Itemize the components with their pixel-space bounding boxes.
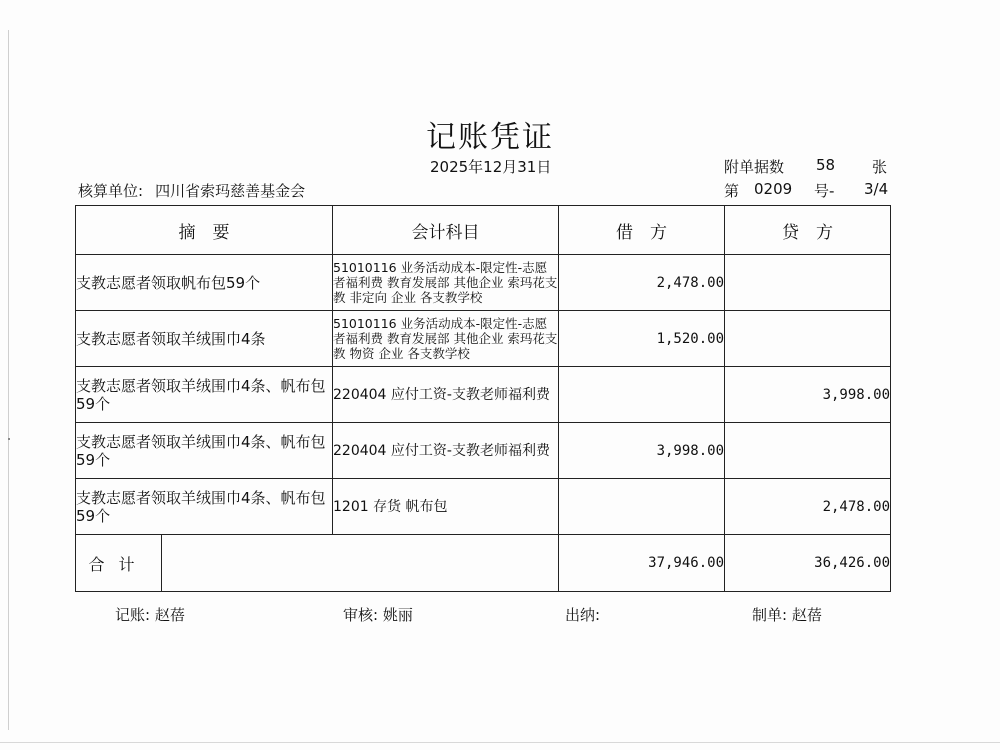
row-summary: 支教志愿者领取羊绒围巾4条、帆布包59个 [76,367,333,423]
total-credit: 36,426.00 [725,535,891,592]
bookkeeper-label: 记账: [115,606,151,624]
total-label: 合计 [76,535,162,592]
row-credit [725,311,891,367]
row-debit: 3,998.00 [559,423,725,479]
header-credit: 贷 方 [725,206,891,255]
header-debit: 借 方 [559,206,725,255]
table-row [76,479,891,535]
total-blank [162,535,559,592]
voucher-number-value: 0209 [754,180,793,198]
row-summary: 支教志愿者领取帆布包59个 [76,255,333,311]
preparer-name: 赵蓓 [791,606,822,624]
footer-cashier [565,604,600,625]
row-summary: 支教志愿者领取羊绒围巾4条 [76,311,333,367]
attachment-number: 58 [816,156,836,174]
accounting-unit-label: 核算单位: [78,182,144,200]
scan-speck [8,438,10,440]
row-credit [725,423,891,479]
row-debit [559,367,725,423]
row-account: 220404 应付工资-支教老师福利费 [333,423,559,479]
row-credit: 3,998.00 [725,367,891,423]
attachment-label: 附单据数 [724,158,785,176]
footer-bookkeeper [115,604,185,625]
table-row [76,423,891,479]
header-summary: 摘 要 [76,206,333,255]
table-row [76,255,891,311]
table-row [76,367,891,423]
reviewer-name: 姚丽 [382,606,413,624]
total-row [76,535,891,592]
voucher-table [75,205,891,592]
reviewer-label: 审核: [343,606,379,624]
row-account: 220404 应付工资-支教老师福利费 [333,367,559,423]
scan-bottom-line [0,742,1000,743]
accounting-unit [78,180,305,201]
row-debit [559,479,725,535]
table-row [76,311,891,367]
row-summary: 支教志愿者领取羊绒围巾4条、帆布包59个 [76,479,333,535]
row-summary: 支教志愿者领取羊绒围巾4条、帆布包59个 [76,423,333,479]
attachment-unit: 张 [872,158,888,176]
voucher-title: 记账凭证 [426,120,554,155]
row-debit: 1,520.00 [559,311,725,367]
voucher-date: 2025年12月31日 [430,158,552,176]
row-account: 51010116 业务活动成本-限定性-志愿者福利费 教育发展部 其他企业 索玛花支教 物资 企业 各支教学校 [333,311,559,367]
row-account: 51010116 业务活动成本-限定性-志愿者福利费 教育发展部 其他企业 索玛花支教 非定向 企业 各支教学校 [333,255,559,311]
row-credit: 2,478.00 [725,479,891,535]
row-account: 1201 存货 帆布包 [333,479,559,535]
footer-reviewer [343,604,413,625]
preparer-label: 制单: [752,606,788,624]
row-debit: 2,478.00 [559,255,725,311]
footer-preparer [752,604,822,625]
voucher-number-suffix: 号- [814,182,835,200]
row-credit [725,255,891,311]
bookkeeper-name: 赵蓓 [154,606,185,624]
voucher-page: 3/4 [864,180,889,198]
cashier-label: 出纳: [565,606,601,624]
header-account: 会计科目 [333,206,559,255]
table-header-row [76,206,891,255]
voucher-number-prefix: 第 [724,182,740,200]
accounting-unit-name: 四川省索玛慈善基金会 [155,182,306,200]
total-debit: 37,946.00 [559,535,725,592]
